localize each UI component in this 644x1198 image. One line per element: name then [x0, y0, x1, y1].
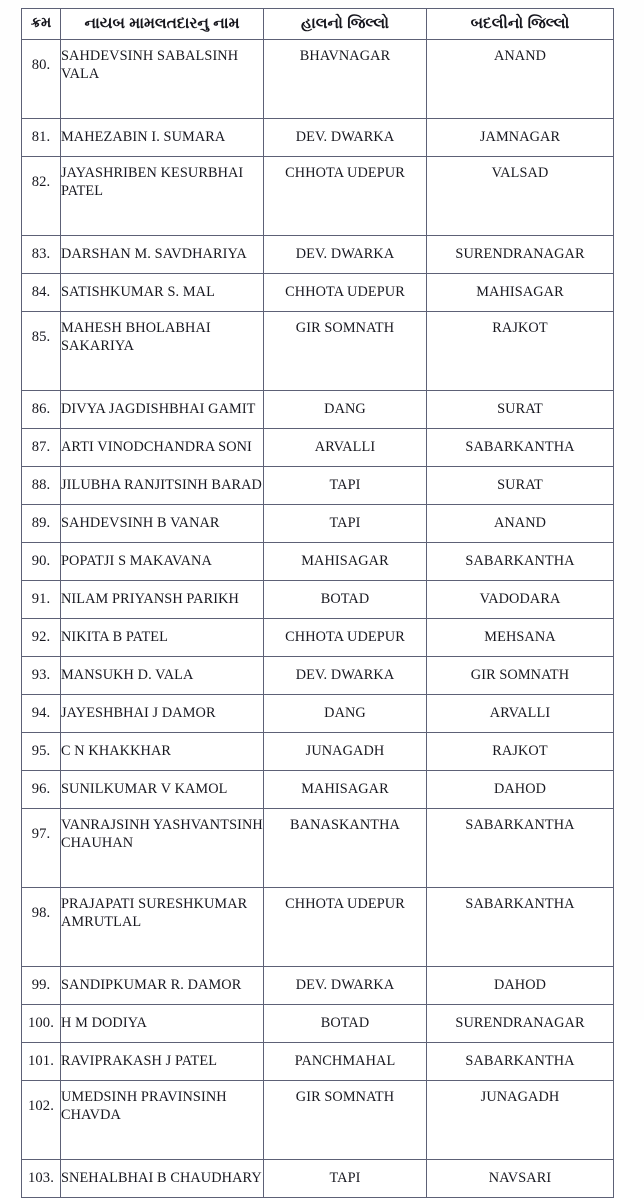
- cell-current-district: BANASKANTHA: [264, 809, 427, 888]
- officer-name-line-1: SAHDEVSINH SABALSINH: [61, 48, 239, 64]
- table-row: [22, 619, 614, 657]
- cell-current-district: MAHISAGAR: [264, 543, 427, 581]
- cell-officer-name: [61, 1005, 264, 1043]
- cell-serial: 84.: [22, 274, 61, 312]
- cell-transfer-district: ANAND: [427, 505, 614, 543]
- cell-serial: 97.: [22, 809, 61, 888]
- table-row: [22, 391, 614, 429]
- cell-transfer-district: SABARKANTHA: [427, 429, 614, 467]
- cell-current-district: ARVALLI: [264, 429, 427, 467]
- cell-officer-name: [61, 809, 264, 888]
- cell-officer-name: [61, 1081, 264, 1160]
- cell-transfer-district: SURENDRANAGAR: [427, 1005, 614, 1043]
- officer-name-line-2: PATEL: [61, 183, 104, 200]
- officer-name-line-2: AMRUTLAL: [61, 914, 142, 931]
- officer-name-line-1: MANSUKH D. VALA: [61, 667, 194, 684]
- cell-serial: 82.: [22, 157, 61, 236]
- cell-officer-name: [61, 429, 264, 467]
- table-row: [22, 429, 614, 467]
- table-body: [22, 40, 614, 1198]
- cell-officer-name: [61, 1160, 264, 1198]
- cell-officer-name: [61, 505, 264, 543]
- cell-current-district: PANCHMAHAL: [264, 1043, 427, 1081]
- cell-transfer-district: MAHISAGAR: [427, 274, 614, 312]
- cell-transfer-district: SURAT: [427, 391, 614, 429]
- table-row: [22, 733, 614, 771]
- cell-serial: 83.: [22, 236, 61, 274]
- table-row: [22, 888, 614, 967]
- cell-serial: 101.: [22, 1043, 61, 1081]
- cell-serial: 103.: [22, 1160, 61, 1198]
- cell-serial: 93.: [22, 657, 61, 695]
- cell-current-district: DEV. DWARKA: [264, 657, 427, 695]
- cell-officer-name: [61, 657, 264, 695]
- column-header-current-district: હાલનો જિલ્લો: [264, 9, 427, 40]
- cell-current-district: DEV. DWARKA: [264, 967, 427, 1005]
- cell-current-district: TAPI: [264, 1160, 427, 1198]
- officer-name-line-1: JILUBHA RANJITSINH BARAD: [61, 477, 262, 494]
- table-row: [22, 543, 614, 581]
- cell-transfer-district: DAHOD: [427, 771, 614, 809]
- cell-serial: 92.: [22, 619, 61, 657]
- cell-transfer-district: RAJKOT: [427, 733, 614, 771]
- cell-current-district: BHAVNAGAR: [264, 40, 427, 119]
- cell-officer-name: [61, 695, 264, 733]
- cell-transfer-district: SURENDRANAGAR: [427, 236, 614, 274]
- table-row: [22, 236, 614, 274]
- cell-current-district: CHHOTA UDEPUR: [264, 157, 427, 236]
- cell-serial: 89.: [22, 505, 61, 543]
- cell-officer-name: [61, 274, 264, 312]
- officer-name-line-1: MAHEZABIN I. SUMARA: [61, 129, 226, 146]
- cell-serial: 96.: [22, 771, 61, 809]
- cell-serial: 87.: [22, 429, 61, 467]
- officer-name-line-1: ARTI VINODCHANDRA SONI: [61, 439, 252, 456]
- officer-name-line-1: NIKITA B PATEL: [61, 629, 168, 646]
- cell-serial: 91.: [22, 581, 61, 619]
- officer-name-line-1: UMEDSINH PRAVINSINH: [61, 1089, 227, 1105]
- cell-serial: 81.: [22, 119, 61, 157]
- table-row: [22, 312, 614, 391]
- cell-current-district: DEV. DWARKA: [264, 119, 427, 157]
- cell-current-district: TAPI: [264, 505, 427, 543]
- cell-serial: 95.: [22, 733, 61, 771]
- officer-name-line-2: SAKARIYA: [61, 338, 135, 355]
- officer-name-line-1: SNEHALBHAI B CHAUDHARY: [61, 1170, 262, 1187]
- cell-officer-name: [61, 619, 264, 657]
- cell-transfer-district: ANAND: [427, 40, 614, 119]
- officer-name-line-1: C N KHAKKHAR: [61, 743, 172, 760]
- cell-transfer-district: GIR SOMNATH: [427, 657, 614, 695]
- cell-serial: 86.: [22, 391, 61, 429]
- cell-transfer-district: NAVSARI: [427, 1160, 614, 1198]
- officer-name-line-1: SAHDEVSINH B VANAR: [61, 515, 220, 532]
- cell-serial: 98.: [22, 888, 61, 967]
- cell-officer-name: [61, 236, 264, 274]
- table-row: [22, 274, 614, 312]
- table-row: [22, 119, 614, 157]
- table-row: [22, 157, 614, 236]
- officer-name-line-1: RAVIPRAKASH J PATEL: [61, 1053, 218, 1070]
- cell-current-district: MAHISAGAR: [264, 771, 427, 809]
- cell-serial: 100.: [22, 1005, 61, 1043]
- table-row: [22, 1043, 614, 1081]
- cell-current-district: DANG: [264, 695, 427, 733]
- table-row: [22, 1160, 614, 1198]
- officer-name-line-1: JAYESHBHAI J DAMOR: [61, 705, 216, 722]
- cell-officer-name: [61, 543, 264, 581]
- cell-transfer-district: RAJKOT: [427, 312, 614, 391]
- officer-name-line-1: POPATJI S MAKAVANA: [61, 553, 212, 570]
- cell-officer-name: [61, 119, 264, 157]
- officer-name-line-1: DARSHAN M. SAVDHARIYA: [61, 246, 247, 263]
- cell-current-district: GIR SOMNATH: [264, 1081, 427, 1160]
- officer-name-line-1: VANRAJSINH YASHVANTSINH: [61, 817, 263, 833]
- cell-officer-name: [61, 771, 264, 809]
- cell-current-district: CHHOTA UDEPUR: [264, 888, 427, 967]
- cell-officer-name: [61, 1043, 264, 1081]
- column-header-transfer-district: બદલીનો જિલ્લો: [427, 9, 614, 40]
- cell-officer-name: [61, 888, 264, 967]
- officer-name-line-2: VALA: [61, 66, 100, 83]
- column-header-serial: ક્રમ: [22, 9, 61, 40]
- table-row: [22, 967, 614, 1005]
- table-row: [22, 1005, 614, 1043]
- table-row: [22, 467, 614, 505]
- cell-transfer-district: SURAT: [427, 467, 614, 505]
- cell-serial: 94.: [22, 695, 61, 733]
- cell-current-district: CHHOTA UDEPUR: [264, 619, 427, 657]
- table-row: [22, 505, 614, 543]
- cell-transfer-district: ARVALLI: [427, 695, 614, 733]
- cell-transfer-district: JUNAGADH: [427, 1081, 614, 1160]
- officer-name-line-2: CHAUHAN: [61, 835, 134, 852]
- cell-current-district: GIR SOMNATH: [264, 312, 427, 391]
- cell-current-district: CHHOTA UDEPUR: [264, 274, 427, 312]
- cell-current-district: DANG: [264, 391, 427, 429]
- officer-name-line-1: PRAJAPATI SURESHKUMAR: [61, 896, 248, 912]
- cell-transfer-district: SABARKANTHA: [427, 809, 614, 888]
- officer-name-line-1: MAHESH BHOLABHAI: [61, 320, 211, 336]
- table-row: [22, 1081, 614, 1160]
- cell-current-district: BOTAD: [264, 581, 427, 619]
- cell-officer-name: [61, 467, 264, 505]
- cell-transfer-district: SABARKANTHA: [427, 543, 614, 581]
- officer-name-line-1: SATISHKUMAR S. MAL: [61, 284, 215, 301]
- officer-name-line-1: H M DODIYA: [61, 1015, 147, 1032]
- cell-officer-name: [61, 581, 264, 619]
- cell-officer-name: [61, 733, 264, 771]
- cell-current-district: DEV. DWARKA: [264, 236, 427, 274]
- column-header-name: નાયબ મામલતદારનુ નામ: [61, 9, 264, 40]
- table-row: [22, 771, 614, 809]
- cell-serial: 85.: [22, 312, 61, 391]
- cell-current-district: JUNAGADH: [264, 733, 427, 771]
- cell-transfer-district: VADODARA: [427, 581, 614, 619]
- cell-transfer-district: SABARKANTHA: [427, 888, 614, 967]
- header-row: [22, 9, 614, 40]
- cell-officer-name: [61, 40, 264, 119]
- officer-name-line-1: DIVYA JAGDISHBHAI GAMIT: [61, 401, 256, 418]
- cell-transfer-district: VALSAD: [427, 157, 614, 236]
- cell-current-district: TAPI: [264, 467, 427, 505]
- cell-serial: 99.: [22, 967, 61, 1005]
- cell-officer-name: [61, 157, 264, 236]
- cell-officer-name: [61, 391, 264, 429]
- table-row: [22, 695, 614, 733]
- table-row: [22, 581, 614, 619]
- cell-serial: 80.: [22, 40, 61, 119]
- table-row: [22, 40, 614, 119]
- cell-serial: 102.: [22, 1081, 61, 1160]
- officer-name-line-1: SUNILKUMAR V KAMOL: [61, 781, 228, 798]
- cell-transfer-district: DAHOD: [427, 967, 614, 1005]
- cell-transfer-district: SABARKANTHA: [427, 1043, 614, 1081]
- cell-serial: 88.: [22, 467, 61, 505]
- table-row: [22, 809, 614, 888]
- cell-officer-name: [61, 312, 264, 391]
- officer-name-line-1: JAYASHRIBEN KESURBHAI: [61, 165, 244, 181]
- cell-transfer-district: MEHSANA: [427, 619, 614, 657]
- cell-current-district: BOTAD: [264, 1005, 427, 1043]
- officer-name-line-1: SANDIPKUMAR R. DAMOR: [61, 977, 242, 994]
- cell-officer-name: [61, 967, 264, 1005]
- table-header: [22, 9, 614, 40]
- officer-name-line-1: NILAM PRIYANSH PARIKH: [61, 591, 239, 608]
- cell-serial: 90.: [22, 543, 61, 581]
- officer-name-line-2: CHAVDA: [61, 1107, 121, 1124]
- cell-transfer-district: JAMNAGAR: [427, 119, 614, 157]
- table-row: [22, 657, 614, 695]
